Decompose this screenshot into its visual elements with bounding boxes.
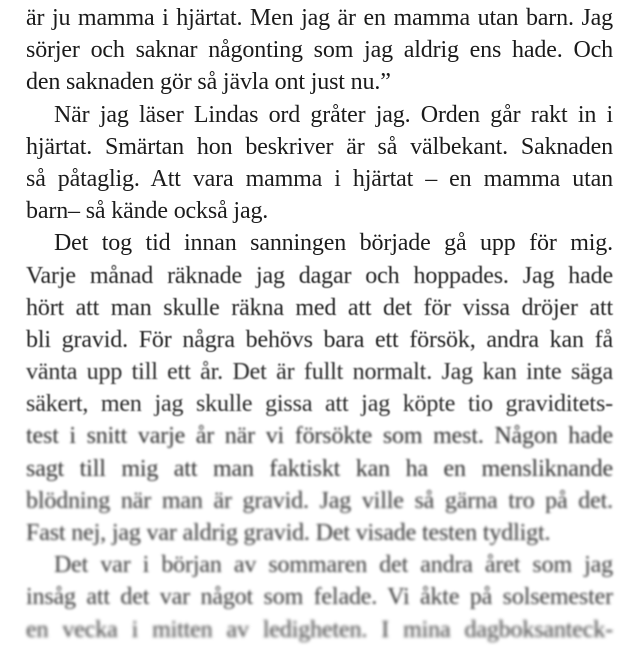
text-line: test i snitt varje år när vi försökte som mest. Någon hade — [26, 423, 613, 450]
text-line: När jag läser Lindas ord gråter jag. Orden går rakt in i — [54, 101, 613, 128]
text-line: insåg att det var något som felade. Vi åkte på solsemester — [26, 584, 613, 611]
text-line: så påtaglig. Att vara mamma i hjärtat – en mamma utan — [26, 165, 613, 192]
text-line: är ju mamma i hjärtat. Men jag är en mamma utan barn. Jag — [26, 5, 613, 31]
text-line: hjärtat. Smärtan hon beskriver är så välbekant. Saknaden — [26, 133, 613, 160]
text-line: Det tog tid innan sanningen började gå upp för mig. — [54, 230, 613, 257]
text-line: bli gravid. För några behövs bara ett försök, andra kan få — [26, 326, 613, 353]
book-page — [26, 2, 613, 646]
paragraph — [26, 549, 613, 646]
text-line: Fast nej, jag var aldrig gravid. Det visade testen tydligt. — [26, 520, 551, 546]
text-line: barn– så kände också jag. — [26, 198, 269, 225]
text-line: sörjer och saknar någonting som jag aldrig ens hade. Och — [26, 37, 613, 64]
text-line: Varje månad räknade jag dagar och hoppades. Jag hade — [26, 262, 613, 289]
text-line: Det var i början av sommaren det andra året som jag — [54, 552, 613, 579]
text-line: hört att man skulle räkna med att det för vissa dröjer att — [26, 294, 613, 321]
paragraph — [26, 99, 613, 228]
text-line: blödning när man är gravid. Jag ville så gärna tro på det. — [26, 487, 613, 514]
paragraph — [26, 227, 613, 549]
text-line: den saknaden gör så jävla ont just nu.” — [26, 69, 391, 96]
text-line: säkert, men jag skulle gissa att jag köpte tio graviditets- — [26, 391, 613, 418]
text-line: en vecka i mitten av ledigheten. I mina dagboksanteck- — [26, 616, 613, 643]
text-line: vänta upp till ett år. Det är fullt normalt. Jag kan inte säga — [26, 359, 613, 386]
text-line: sagt till mig att man faktiskt kan ha en mensliknande — [26, 455, 613, 482]
paragraph — [26, 2, 613, 99]
